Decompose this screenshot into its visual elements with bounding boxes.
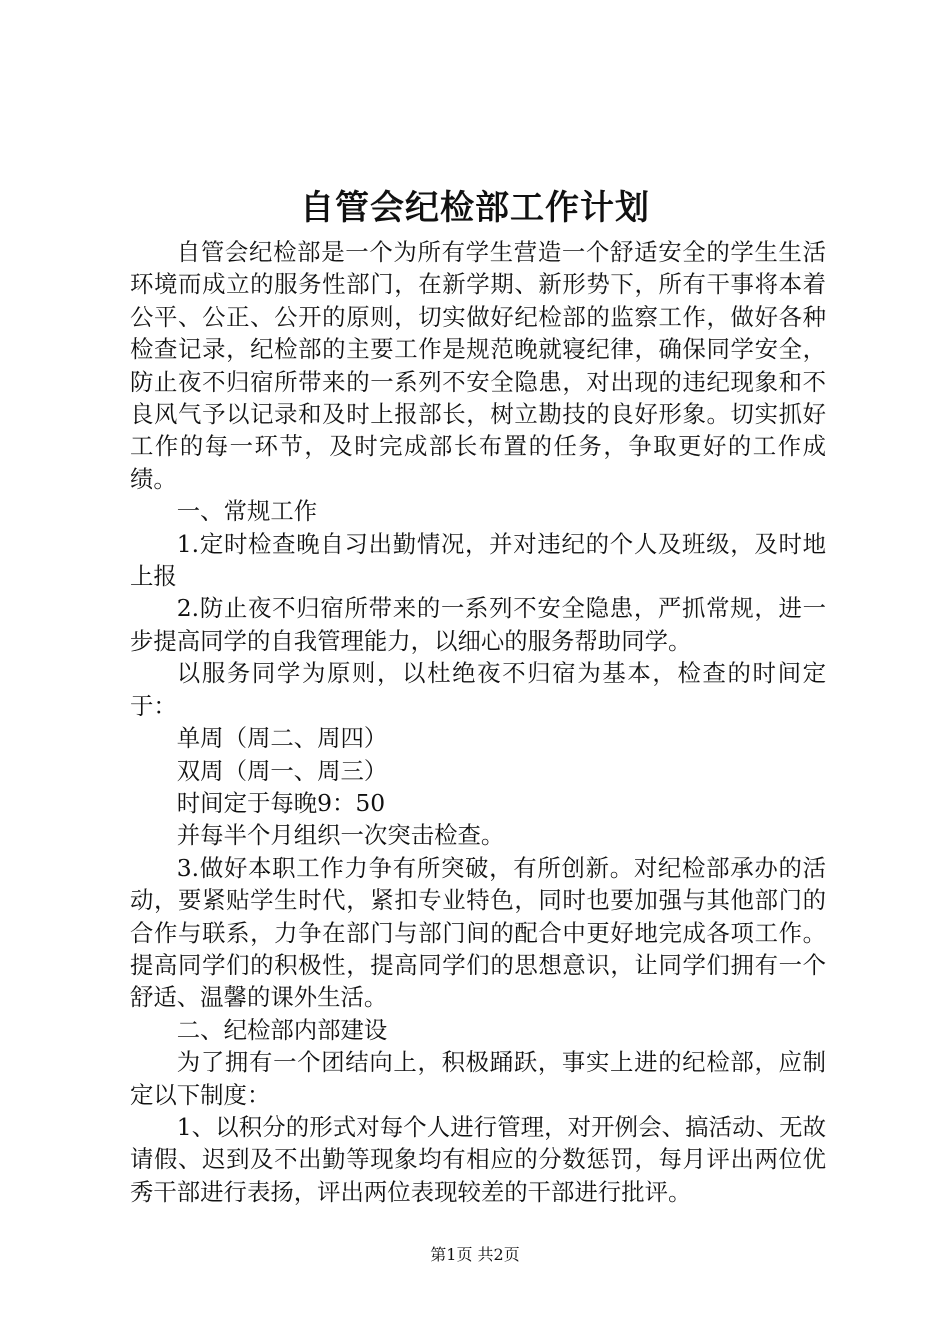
paragraph: 时间定于每晚9：50 [176,788,386,817]
paragraph: 1.定时检查晚自习出勤情况，并对违纪的个人及班级，及时地上报 [130,529,826,591]
paragraph: 为了拥有一个团结向上，积极踊跃，事实上进的纪检部，应制定以下制度： [130,1048,826,1109]
paragraph: 双周（周一、周三） [176,756,388,785]
paragraph: 以服务同学为原则，以杜绝夜不归宿为基本，检查的时间定于： [130,659,826,720]
page-indicator: 第1页 共2页 [430,1245,520,1264]
paragraph: 并每半个月组织一次突击检查。 [176,821,505,850]
paragraph: 3.做好本职工作力争有所突破，有所创新。对纪检部承办的活动，要紧贴学生时代，紧扣专业特色，同时也要加强与其他部门的合作与联系，力争在部门与部门间的配合中更好地完成各项工作。提高同学们的积极性，提高同学们的思想意识，让同学们拥有一个舒适、温馨的课外生活。 [130,853,826,1012]
paragraph: 1、以积分的形式对每个人进行管理，对开例会、搞活动、无故请假、迟到及不出勤等现象均有相应的分数惩罚，每月评出两位优秀干部进行表扬，评出两位表现较差的干部进行批评。 [130,1112,826,1206]
paragraph: 自管会纪检部是一个为所有学生营造一个舒适安全的学生生活环境而成立的服务性部门，在新学期、新形势下，所有干事将本着公平、公正、公开的原则，切实做好纪检部的监察工作，做好各种检查记录，纪检部的主要工作是规范晚就寝纪律，确保同学安全，防止夜不归宿所带来的一系列不安全隐患，对出现的违纪现象和不良风气予以记录和及时上报部长，树立勘技的良好形象。切实抓好工作的每一环节，及时完成部长布置的任务，争取更好的工作成绩。 [130,238,826,493]
document-title: 自管会纪检部工作计划 [300,188,650,228]
document-body [130,236,826,1208]
paragraph: 单周（周二、周四） [176,724,388,753]
paragraph: 2.防止夜不归宿所带来的一系列不安全隐患，严抓常规，进一步提高同学的自我管理能力，以细心的服务帮助同学。 [130,594,826,655]
section-heading: 二、纪检部内部建设 [176,1015,388,1044]
section-heading: 一、常规工作 [176,497,318,526]
